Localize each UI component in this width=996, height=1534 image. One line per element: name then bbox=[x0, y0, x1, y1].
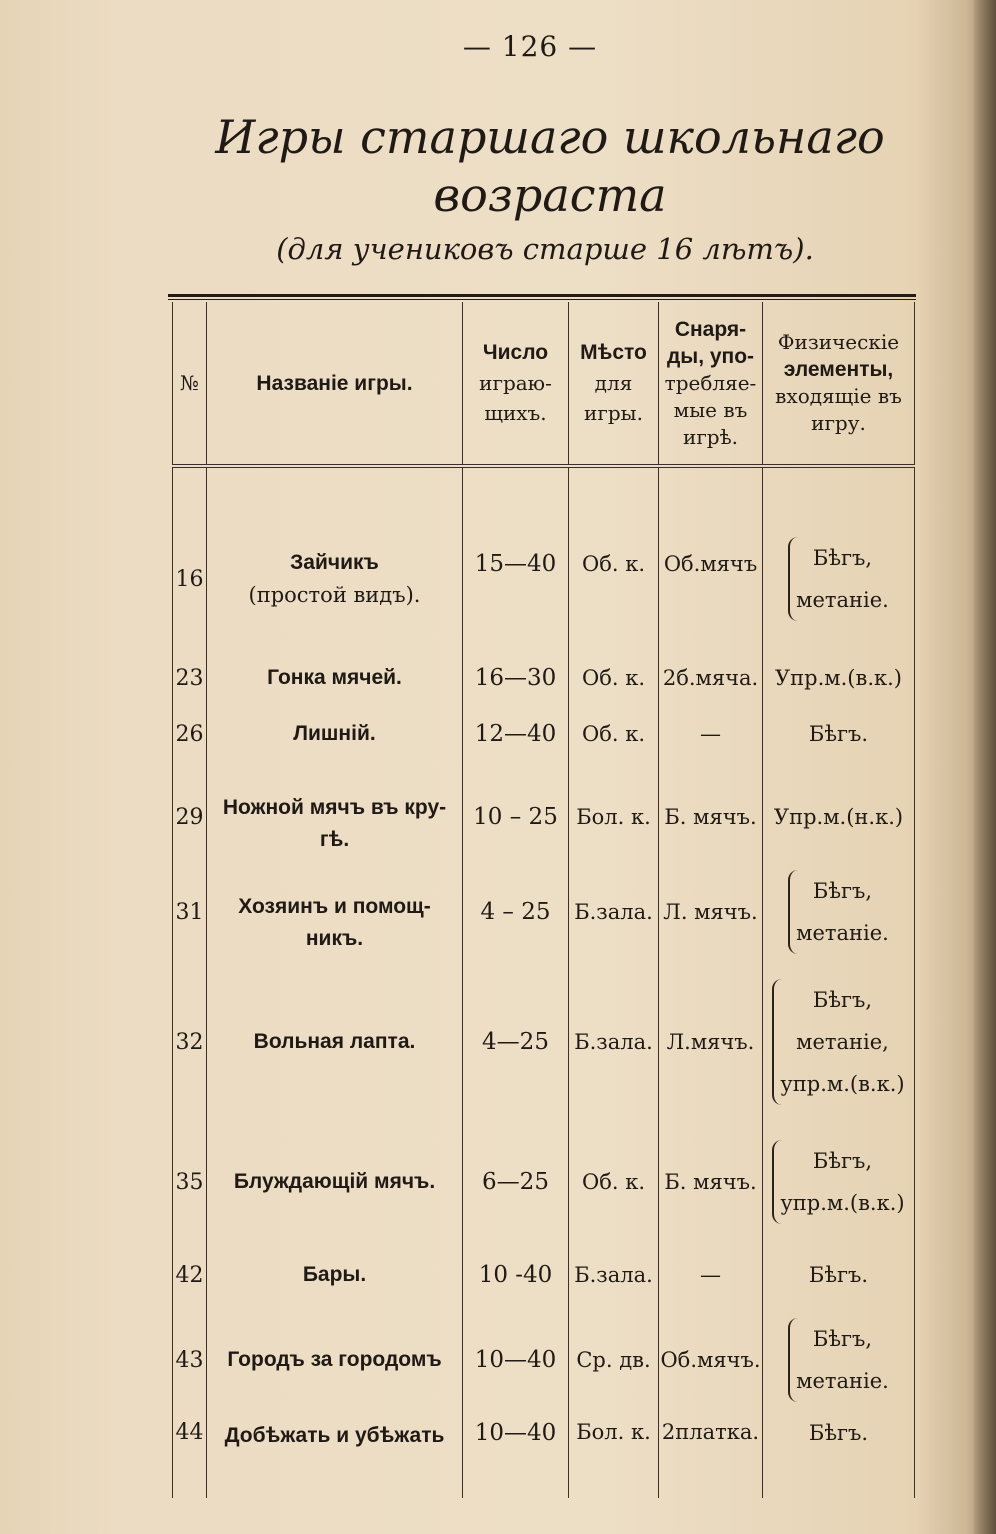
header-place-l1: Мѣсто bbox=[580, 341, 647, 364]
phys-item: метаніе. bbox=[796, 1369, 889, 1393]
phys-item: упр.м.(в.к.) bbox=[780, 1072, 905, 1096]
row-name: Блуждающій мячъ. bbox=[207, 1122, 463, 1242]
row-equip: 2платка. bbox=[659, 1412, 763, 1498]
header-equip-l3: требляе- bbox=[664, 370, 757, 395]
row-count: 4—25 bbox=[463, 962, 569, 1122]
row-place: Б.зала. bbox=[569, 1242, 659, 1308]
row-num: 32 bbox=[173, 962, 207, 1122]
table-row bbox=[173, 1412, 915, 1498]
table-row bbox=[173, 862, 915, 962]
header-count-l3: щихъ. bbox=[484, 401, 547, 425]
header-phys-l2: элементы, bbox=[783, 358, 894, 381]
row-count: 4 – 25 bbox=[463, 862, 569, 962]
phys-item: Бѣгъ, bbox=[812, 1149, 873, 1173]
row-count: 10 -40 bbox=[463, 1242, 569, 1308]
brace-group bbox=[788, 537, 889, 621]
table-row bbox=[173, 962, 915, 1122]
row-name: Лишній. bbox=[207, 706, 463, 762]
row-phys bbox=[763, 862, 915, 962]
row-equip: — bbox=[659, 1242, 763, 1308]
row-equip: Б. мячъ. bbox=[659, 1122, 763, 1242]
row-count: 10—40 bbox=[463, 1412, 569, 1498]
row-num: 35 bbox=[173, 1122, 207, 1242]
header-count bbox=[463, 302, 569, 466]
table-row bbox=[173, 706, 915, 762]
row-name: Гонка мячей. bbox=[207, 650, 463, 706]
row-num: 29 bbox=[173, 762, 207, 862]
header-num bbox=[173, 302, 207, 466]
row-name: Бары. bbox=[207, 1242, 463, 1308]
table-row bbox=[173, 1308, 915, 1412]
header-phys bbox=[763, 302, 915, 466]
header-phys-l4: игру. bbox=[811, 411, 866, 435]
row-num: 31 bbox=[173, 862, 207, 962]
phys-item: Бѣгъ, bbox=[812, 879, 873, 903]
table-row bbox=[173, 466, 915, 650]
header-place-l2: для bbox=[594, 371, 633, 395]
games-table bbox=[172, 302, 915, 1498]
header-count-l1: Число bbox=[482, 341, 549, 364]
row-num: 26 bbox=[173, 706, 207, 762]
row-equip: Л. мячъ. bbox=[659, 862, 763, 962]
title-line-2: возраста bbox=[433, 168, 667, 222]
table-row bbox=[173, 650, 915, 706]
row-phys: Бѣгъ. bbox=[763, 1412, 915, 1498]
row-phys bbox=[763, 466, 915, 650]
page-number: — 126 — bbox=[462, 30, 598, 63]
row-count: 15—40 bbox=[463, 466, 569, 650]
row-num: 44 bbox=[173, 1412, 207, 1498]
page-edge-shadow bbox=[974, 0, 996, 1534]
row-num: 43 bbox=[173, 1308, 207, 1412]
header-phys-l3: входящіе въ bbox=[775, 384, 902, 408]
row-num: 23 bbox=[173, 650, 207, 706]
row-num: 42 bbox=[173, 1242, 207, 1308]
row-phys bbox=[763, 1122, 915, 1242]
row-place: Б.зала. bbox=[569, 862, 659, 962]
row-place: Б.зала. bbox=[569, 962, 659, 1122]
phys-item: Бѣгъ, bbox=[812, 1327, 873, 1351]
header-place-l3: игры. bbox=[584, 401, 643, 425]
row-name-sub: (простой видъ). bbox=[248, 583, 421, 607]
header-equip-l1: Снаря- bbox=[674, 317, 747, 341]
row-place: Бол. к. bbox=[569, 762, 659, 862]
header-equip-l4: мые въ bbox=[673, 397, 748, 422]
row-name: Городъ за городомъ bbox=[207, 1308, 463, 1412]
header-name-text: Названіе игры. bbox=[256, 371, 413, 395]
header-num-text: № bbox=[180, 371, 199, 395]
row-name: Добѣжать и убѣжать bbox=[207, 1412, 463, 1498]
page-title bbox=[180, 108, 920, 224]
row-equip: Л.мячъ. bbox=[659, 962, 763, 1122]
row-place: Об. к. bbox=[569, 1122, 659, 1242]
table-row bbox=[173, 1242, 915, 1308]
row-count: 12—40 bbox=[463, 706, 569, 762]
row-equip: Об.мячъ bbox=[659, 466, 763, 650]
row-name: Вольная лапта. bbox=[207, 962, 463, 1122]
header-name bbox=[207, 302, 463, 466]
phys-item: метаніе, bbox=[796, 1030, 889, 1054]
phys-item: Бѣгъ, bbox=[812, 546, 873, 570]
table-row bbox=[173, 762, 915, 862]
row-name-main: Зайчикъ bbox=[290, 551, 379, 574]
brace-group bbox=[788, 870, 889, 954]
row-phys: Бѣгъ. bbox=[763, 706, 915, 762]
top-rule bbox=[168, 294, 916, 297]
row-place: Ср. дв. bbox=[569, 1308, 659, 1412]
row-phys: Упр.м.(н.к.) bbox=[763, 762, 915, 862]
table-header-row bbox=[173, 302, 915, 466]
title-line-1: Игры старшаго школьнаго bbox=[215, 110, 885, 164]
row-place: Об. к. bbox=[569, 466, 659, 650]
row-phys: Упр.м.(в.к.) bbox=[763, 650, 915, 706]
row-name: Ножной мячъ въ кру- гѣ. bbox=[207, 762, 463, 862]
row-phys: Бѣгъ. bbox=[763, 1242, 915, 1308]
row-place: Об. к. bbox=[569, 706, 659, 762]
row-equip: — bbox=[659, 706, 763, 762]
row-count: 16—30 bbox=[463, 650, 569, 706]
row-count: 10 – 25 bbox=[463, 762, 569, 862]
row-place: Бол. к. bbox=[569, 1412, 659, 1498]
row-name: Хозяинъ и помощ- никъ. bbox=[207, 862, 463, 962]
phys-item: метаніе. bbox=[796, 588, 889, 612]
top-rule-thin bbox=[168, 299, 916, 300]
header-place bbox=[569, 302, 659, 466]
header-phys-l1: Физическіе bbox=[777, 330, 900, 354]
row-name bbox=[207, 466, 463, 650]
header-equip-l5: игрѣ. bbox=[682, 424, 739, 449]
row-equip: Об.мячъ. bbox=[659, 1308, 763, 1412]
row-phys bbox=[763, 1308, 915, 1412]
phys-item: Бѣгъ, bbox=[812, 988, 873, 1012]
row-equip: Б. мячъ. bbox=[659, 762, 763, 862]
row-num: 16 bbox=[173, 466, 207, 650]
phys-item: упр.м.(в.к.) bbox=[780, 1191, 905, 1215]
header-equip-l2: ды, упо- bbox=[666, 344, 755, 368]
row-phys bbox=[763, 962, 915, 1122]
brace-group bbox=[788, 1318, 889, 1402]
row-place: Об. к. bbox=[569, 650, 659, 706]
page-subtitle: (для учениковъ старше 16 лѣтъ). bbox=[276, 232, 814, 266]
header-equip bbox=[659, 302, 763, 466]
phys-item: метаніе. bbox=[796, 921, 889, 945]
row-count: 6—25 bbox=[463, 1122, 569, 1242]
header-count-l2: играю- bbox=[479, 371, 552, 395]
brace-group bbox=[772, 1140, 904, 1224]
row-equip: 2б.мяча. bbox=[659, 650, 763, 706]
brace-group bbox=[772, 979, 904, 1105]
table-row bbox=[173, 1122, 915, 1242]
row-count: 10—40 bbox=[463, 1308, 569, 1412]
